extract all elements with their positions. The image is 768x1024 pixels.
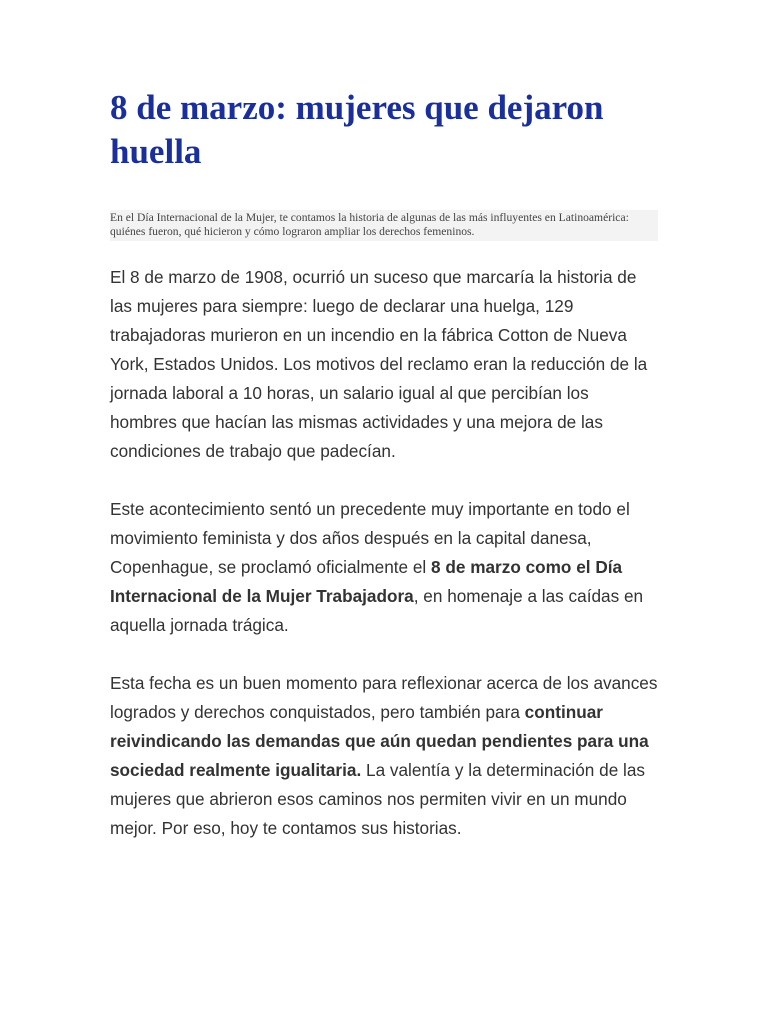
paragraph-3 bbox=[110, 669, 660, 843]
paragraph-2-text-end: , en homenaje a las caídas en aquella jornada trágica. bbox=[110, 586, 644, 635]
article-summary: En el Día Internacional de la Mujer, te contamos la historia de algunas de las más influyentes en Latinoamérica: quiénes fueron, qué hicieron y cómo lograron ampliar los derechos femeninos. bbox=[110, 210, 658, 241]
article-title: 8 de marzo: mujeres que dejaron huella bbox=[110, 88, 604, 171]
paragraph-2-text: Este acontecimiento sentó un precedente muy importante en todo el movimiento feminista y dos años después en la capital danesa, Copenhague, se proclamó oficialmente el bbox=[110, 499, 630, 577]
article bbox=[110, 86, 660, 843]
paragraph-2-bold: 8 de marzo como el Día Internacional de la Mujer Trabajadora bbox=[110, 557, 623, 606]
paragraph-3-bold: continuar reivindicando las demandas que aún quedan pendientes para una sociedad realmente igualitaria. bbox=[110, 702, 649, 780]
paragraph-3-text: Esta fecha es un buen momento para reflexionar acerca de los avances logrados y derechos conquistados, pero también para bbox=[110, 673, 658, 722]
paragraph-1: El 8 de marzo de 1908, ocurrió un suceso que marcaría la historia de las mujeres para siempre: luego de declarar una huelga, 129 trabajadoras murieron en un incendio en la fábrica Cotton de Nueva York, Estados Unidos. Los motivos del reclamo eran la reducción de la jornada laboral a 10 horas, un salario igual al que percibían los hombres que hacían las mismas actividades y una mejora de las condiciones de trabajo que padecían. bbox=[110, 267, 648, 461]
paragraph-2 bbox=[110, 495, 660, 640]
paragraph-3-text-end: La valentía y la determinación de las mujeres que abrieron esos caminos nos permiten vivir en un mundo mejor. Por eso, hoy te contamos sus historias. bbox=[110, 760, 645, 838]
